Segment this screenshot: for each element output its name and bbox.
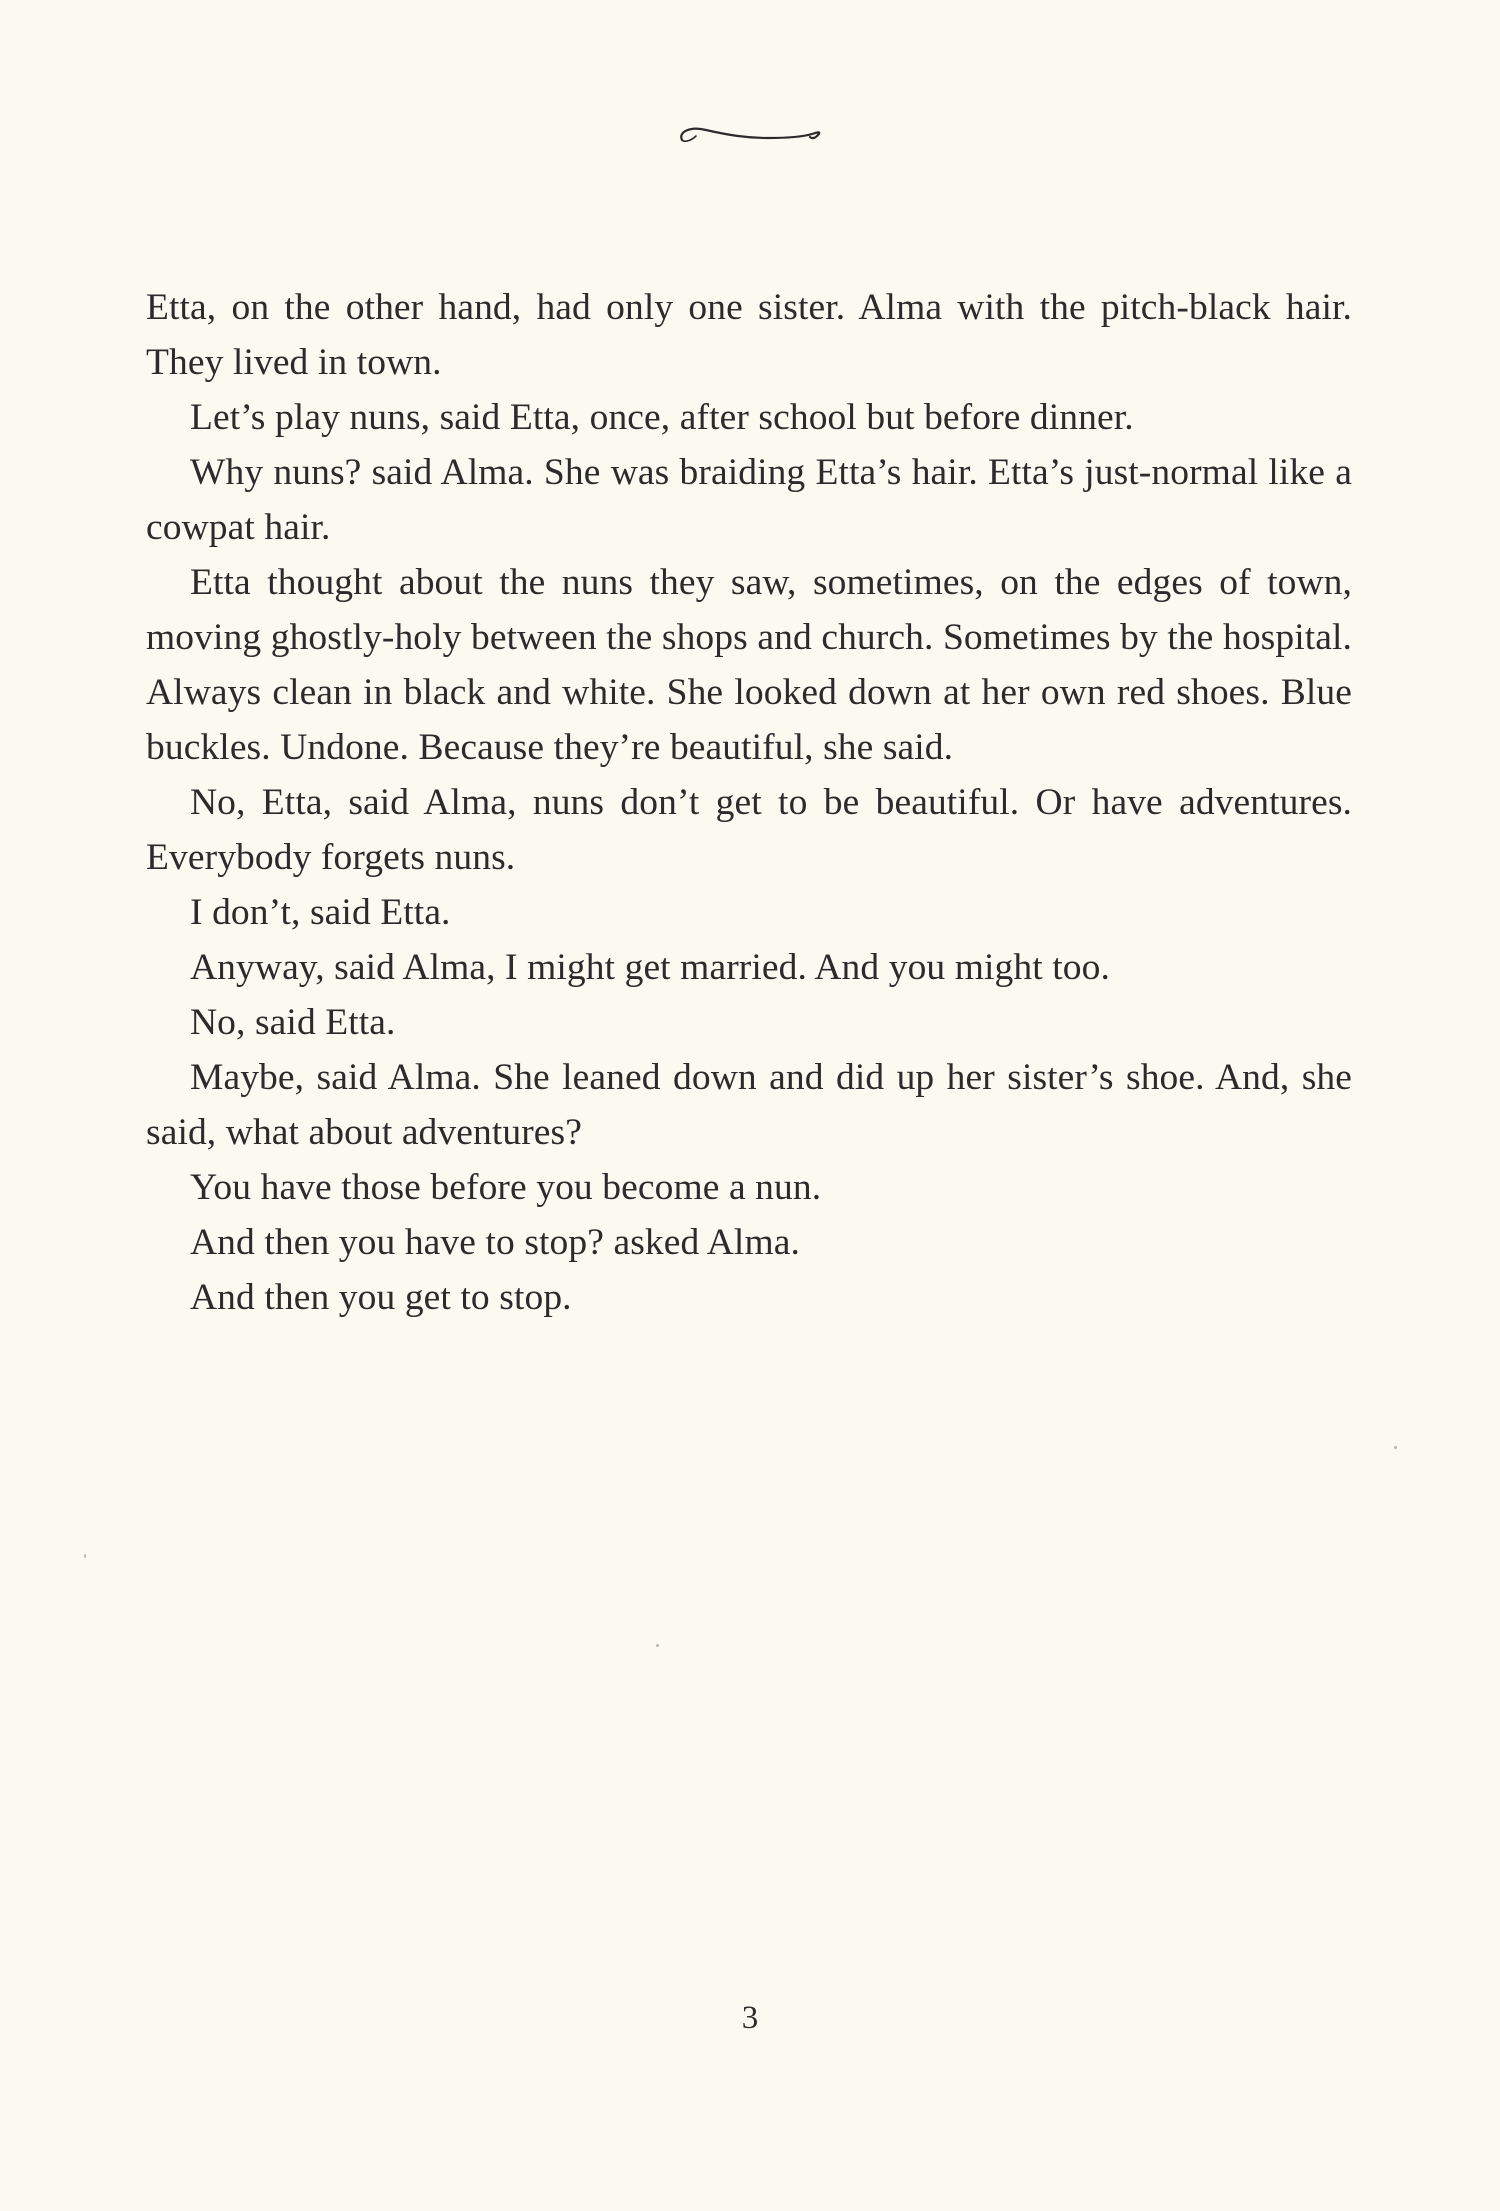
- paragraph: And then you get to stop.: [190, 1277, 572, 1318]
- paragraph: Anyway, said Alma, I might get married. And you might too.: [190, 947, 1110, 988]
- paragraph: And then you have to stop? asked Alma.: [190, 1222, 800, 1263]
- paragraph: Why nuns? said Alma. She was braiding Etta’s hair. Etta’s just-normal like a cowpat hair.: [146, 452, 1352, 548]
- paper-speck: [84, 1554, 86, 1558]
- story-text: [146, 280, 1352, 1325]
- paragraph: Maybe, said Alma. She leaned down and did up her sister’s shoe. And, she said, what about adventures?: [146, 1057, 1352, 1153]
- paragraph: You have those before you become a nun.: [190, 1167, 822, 1208]
- paragraph: Etta thought about the nuns they saw, sometimes, on the edges of town, moving ghostly-holy between the shops and church. Sometimes by the hospital. Always clean in black and white. She looked down at her own red shoes. Blue buckles. Undone. Because they’re beautiful, she said.: [146, 562, 1352, 768]
- paragraph: Let’s play nuns, said Etta, once, after school but before dinner.: [190, 397, 1134, 438]
- paper-speck: [656, 1644, 659, 1647]
- swash-flourish-icon: [676, 118, 824, 152]
- paragraph: No, said Etta.: [190, 1002, 396, 1043]
- paper-speck: [1394, 1446, 1397, 1449]
- paragraph: I don’t, said Etta.: [190, 892, 451, 933]
- paragraph: No, Etta, said Alma, nuns don’t get to be beautiful. Or have adventures. Everybody forgets nuns.: [146, 782, 1352, 878]
- paragraph: Etta, on the other hand, had only one sister. Alma with the pitch-black hair. They lived in town.: [146, 287, 1352, 383]
- page-number: 3: [741, 2000, 759, 2036]
